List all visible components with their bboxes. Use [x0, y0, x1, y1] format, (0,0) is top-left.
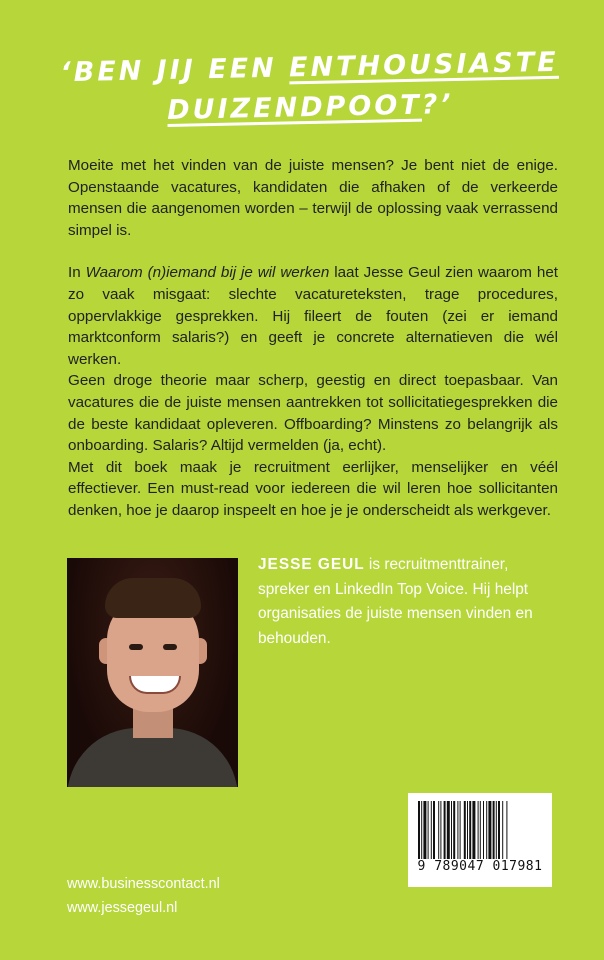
barcode-bar	[433, 801, 435, 859]
author-link[interactable]: www.jessegeul.nl	[67, 900, 178, 916]
barcode-bar	[418, 801, 420, 859]
barcode-bar	[460, 801, 461, 859]
website-links	[67, 872, 327, 920]
blurb-p2-suffix: laat Jesse Geul zien waarom het zo vaak misgaat: slechte vacatureteksten, trage procedures, oppervlakkige gesprekken. Hij fileert de fouten (zei er iemand marktconform salaris?) en geeft je concrete alternatieven die wél werken.	[68, 264, 558, 368]
isbn-number: 9 789047 017981	[417, 859, 543, 874]
photo-eye-left	[129, 644, 143, 650]
publisher-link[interactable]: www.businesscontact.nl	[67, 876, 220, 892]
author-bio-text: is recruitmenttrainer, spreker en LinkedIn Top Voice. Hij helpt organisaties de juiste mensen vinden en behouden.	[258, 556, 533, 647]
blurb-p2-prefix: In	[68, 264, 86, 282]
barcode-bar	[478, 801, 479, 859]
photo-hair	[105, 578, 201, 618]
barcode-bar	[421, 801, 422, 859]
barcode-bar	[464, 801, 466, 859]
barcode-bar	[431, 801, 432, 859]
blurb	[68, 155, 558, 522]
barcode-bars	[418, 801, 542, 859]
barcode-bar	[438, 801, 439, 859]
headline-text-1: ‘BEN JIJ EEN	[60, 52, 290, 89]
barcode-bar	[488, 801, 491, 859]
book-title: Waarom (n)iemand bij je wil werken	[85, 264, 330, 282]
barcode-bar	[498, 801, 500, 859]
barcode-bar	[428, 801, 429, 859]
blurb-paragraph-3: Geen droge theorie maar scherp, geestig en direct toepasbaar. Van vacatures die de juiste mensen aantrekken tot sollicitatiegesprekken die de beste kandidaat opleveren. Offboarding? Minstens zo belangrijk als onboarding. Salaris? Altijd vermelden (ja, echt).	[68, 372, 558, 455]
photo-neck	[133, 708, 173, 738]
photo-eye-right	[163, 644, 177, 650]
barcode-bar	[480, 801, 481, 859]
blurb-paragraph-2	[68, 262, 558, 370]
barcode-bar	[496, 801, 497, 859]
barcode-bar	[453, 801, 455, 859]
barcode-bar	[483, 801, 484, 859]
headline-text-2: ?’	[421, 88, 454, 121]
author-name: JESSE GEUL	[258, 556, 365, 573]
barcode-bar	[506, 801, 507, 859]
barcode-bar	[444, 801, 446, 859]
barcode-bar	[472, 801, 475, 859]
barcode-bar	[423, 801, 426, 859]
barcode-bar	[486, 801, 487, 859]
author-bio	[258, 553, 558, 651]
barcode-bar	[457, 801, 458, 859]
barcode-bar	[502, 801, 503, 859]
barcode-bar	[451, 801, 452, 859]
blurb-paragraph-4: Met dit boek maak je recruitment eerlijker, menselijker en véél effectiever. Een must-read voor iedereen die wil leren hoe sollicitanten denken, hoe je daarop inspeelt en hoe je je onderscheidt als werkgever.	[68, 458, 558, 519]
author-photo	[67, 558, 238, 787]
headline-underlined-1: ENTHOUSIASTE	[288, 46, 560, 84]
barcode	[408, 793, 552, 887]
barcode-bar	[493, 801, 495, 859]
headline-underlined-2: DUIZENDPOOT	[166, 89, 423, 126]
blurb-paragraph-1: Moeite met het vinden van de juiste mensen? Je bent niet de enige. Openstaande vacatures, kandidaten die afhaken of de verkeerde mensen die aangenomen worden – terwijl de oplossing vaak verrassend simpel is.	[68, 157, 558, 239]
barcode-bar	[469, 801, 471, 859]
barcode-bar	[440, 801, 441, 859]
barcode-bar	[447, 801, 450, 859]
barcode-bar	[467, 801, 468, 859]
headline	[59, 43, 561, 133]
